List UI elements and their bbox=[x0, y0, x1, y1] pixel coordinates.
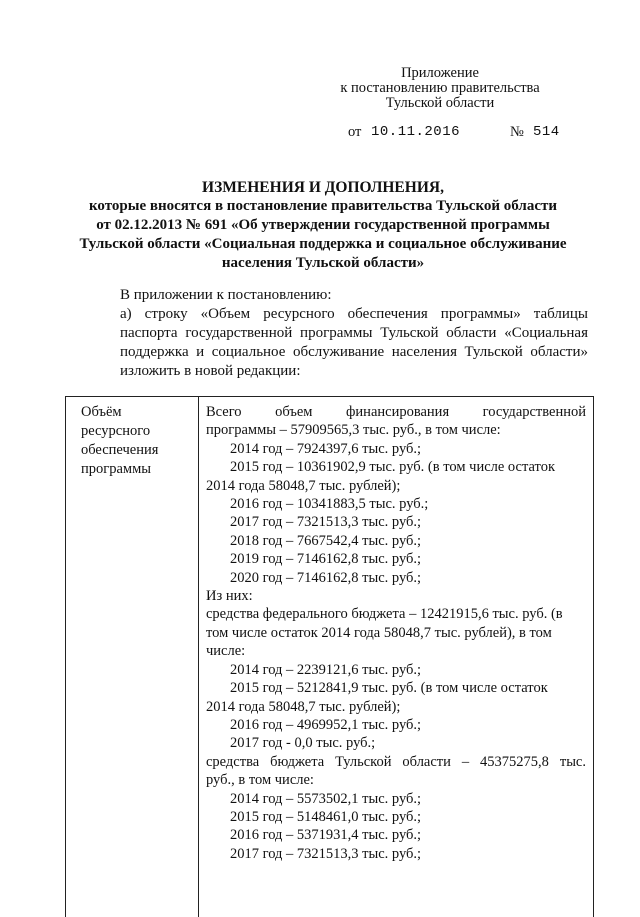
content-line: средства бюджета Тульской области – 45375275,8 тыс. bbox=[206, 753, 586, 770]
content-line: 2014 год – 5573502,1 тыс. руб.; bbox=[230, 790, 422, 807]
label-line: программы bbox=[81, 461, 151, 477]
content-line: 2014 год – 7924397,6 тыс. руб.; bbox=[230, 440, 422, 457]
intro-line: паспорта государственной программы Тульской области «Социальная bbox=[120, 325, 588, 341]
label-line: обеспечения bbox=[81, 442, 159, 458]
content-line: 2019 год – 7146162,8 тыс. руб.; bbox=[230, 551, 422, 568]
table-content-cell bbox=[206, 403, 586, 863]
content-line: 2017 год – 7321513,3 тыс. руб.; bbox=[230, 514, 422, 531]
content-line: 2015 год – 10361902,9 тыс. руб. (в том числе остаток bbox=[230, 459, 555, 476]
title-line: которые вносятся в постановление правительства Тульской области bbox=[88, 198, 558, 214]
intro-line: поддержка и социальное обслуживание населения Тульской области» bbox=[120, 344, 588, 360]
intro-line: изложить в новой редакции: bbox=[120, 363, 301, 379]
label-line: Объём bbox=[81, 404, 122, 420]
title-line: от 02.12.2013 № 691 «Об утверждении государственной программы bbox=[96, 217, 550, 233]
content-line: руб., в том числе: bbox=[206, 772, 314, 789]
content-line: 2018 год – 7667542,4 тыс. руб.; bbox=[230, 532, 422, 549]
content-line: 2020 год – 7146162,8 тыс. руб.; bbox=[230, 569, 422, 586]
title-line: Тульской области «Социальная поддержка и социальное обслуживание bbox=[79, 236, 567, 252]
content-line: 2014 года 58048,7 тыс. рублей); bbox=[206, 698, 401, 715]
table-label-cell bbox=[81, 403, 191, 479]
intro-paragraph-2 bbox=[83, 305, 588, 381]
intro-text bbox=[83, 286, 588, 381]
document-title bbox=[78, 178, 568, 273]
content-line: числе: bbox=[206, 643, 246, 660]
decree-date: 10.11.2016 bbox=[371, 124, 461, 140]
content-line: Из них: bbox=[206, 588, 253, 605]
intro-line: а) строку «Объем ресурсного обеспечения программы» таблицы bbox=[120, 306, 588, 322]
content-line: Всего объем финансирования государственной bbox=[206, 404, 586, 420]
label-line: ресурсного bbox=[81, 423, 151, 439]
content-line: том числе остаток 2014 года 58048,7 тыс. рублей), в том bbox=[206, 624, 552, 641]
content-line: 2016 год – 5371931,4 тыс. руб.; bbox=[230, 827, 422, 844]
content-line: 2017 год - 0,0 тыс. руб.; bbox=[230, 735, 376, 752]
content-line: 2017 год – 7321513,3 тыс. руб.; bbox=[230, 845, 422, 862]
content-line: средства федерального бюджета – 12421915,6 тыс. руб. (в bbox=[206, 606, 563, 623]
date-prefix: от bbox=[348, 124, 362, 140]
content-line: 2014 год – 2239121,6 тыс. руб.; bbox=[230, 661, 422, 678]
table-column-divider bbox=[198, 397, 199, 917]
content-line: 2014 года 58048,7 тыс. рублей); bbox=[206, 477, 401, 494]
content-line: программы – 57909565,3 тыс. руб., в том числе: bbox=[206, 422, 501, 439]
title-line: населения Тульской области» bbox=[221, 255, 425, 271]
appendix-header bbox=[330, 66, 550, 111]
intro-paragraph-1: В приложении к постановлению: bbox=[120, 287, 332, 303]
resource-table bbox=[65, 396, 594, 917]
decree-number: 514 bbox=[533, 124, 560, 140]
content-line: 2016 год – 4969952,1 тыс. руб.; bbox=[230, 716, 422, 733]
title-main: ИЗМЕНЕНИЯ И ДОПОЛНЕНИЯ, bbox=[202, 179, 444, 196]
decree-date-number bbox=[348, 124, 560, 141]
appendix-line: к постановлению правительства bbox=[340, 80, 540, 96]
content-line: 2016 год – 10341883,5 тыс. руб.; bbox=[230, 496, 429, 513]
content-line: 2015 год – 5148461,0 тыс. руб.; bbox=[230, 808, 422, 825]
appendix-line: Приложение bbox=[401, 65, 479, 81]
appendix-line: Тульской области bbox=[385, 95, 495, 111]
content-line: 2015 год – 5212841,9 тыс. руб. (в том числе остаток bbox=[230, 680, 548, 697]
number-label: № bbox=[510, 124, 524, 140]
